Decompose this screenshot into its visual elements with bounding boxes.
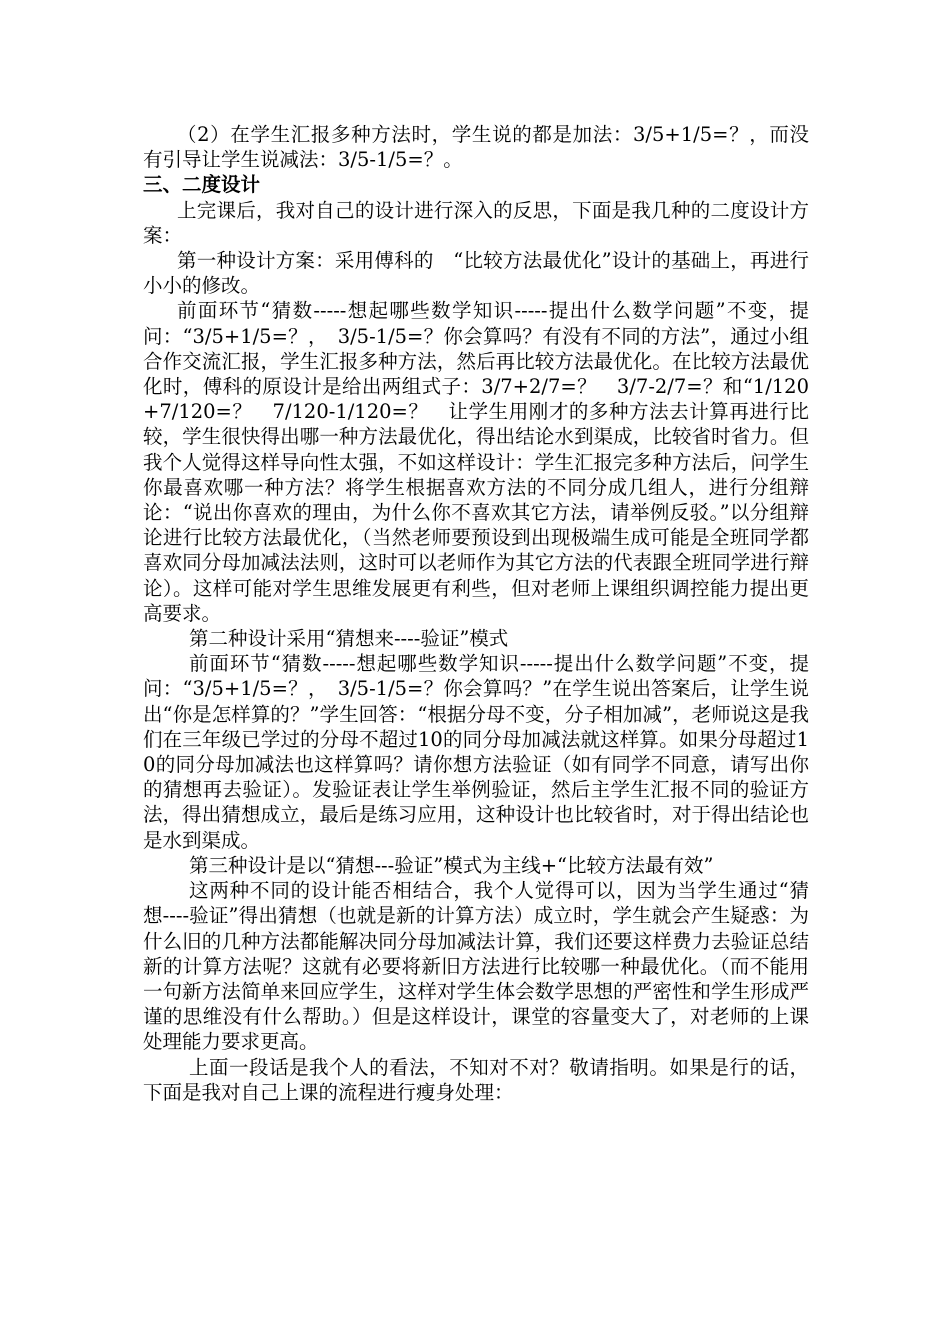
paragraph-closing: 上面一段话是我个人的看法，不知对不对？敬请指明。如果是行的话，下面是我对自己上课的流程进行瘦身处理： [143, 1055, 809, 1104]
paragraph-reflection-2: （2）在学生汇报多种方法时，学生说的都是加法：3/5+1/5=？，而没有引导让学生说减法：3/5-1/5=？。 [143, 123, 809, 172]
section-heading-second-design: 三、二度设计 [143, 173, 261, 197]
paragraph-design-1-body: 前面环节“猜数-----想起哪些数学知识-----提出什么数学问题”不变，提问：“3/5+1/5=？， 3/5-1/5=？你会算吗？有没有不同的方法”，通过小组合作交流汇报，学生汇报多种方法，然后再比较方法最优化。在比较方法最优化时，傅科的原设计是给出两组式子：3/7+2/7=？ 3/7-2/7=？和“1/120+7/120=？ 7/120-1/120=？ 让学生用刚才的多种方法去计算再进行比较，学生很快得出哪一种方法最优化，得出结论水到渠成，比较省时省力。但我个人觉得这样导向性太强，不如这样设计：学生汇报完多种方法后，问学生你最喜欢哪一种方法？将学生根据喜欢方法的不同分成几组人，进行分组辩论：“说出你喜欢的理由，为什么你不喜欢其它方法，请举例反驳。”以分组辩论进行比较方法最优化，（当然老师要预设到出现极端生成可能是全班同学都喜欢同分母加减法法则，这时可以老师作为其它方法的代表跟全班同学进行辩论）。这样可能对学生思维发展更有利些，但对老师上课组织调控能力提出更高要求。 [143, 299, 809, 625]
paragraph-intro: 上完课后，我对自己的设计进行深入的反思，下面是我几种的二度设计方案： [143, 198, 809, 247]
paragraph-design-1-title: 第一种设计方案：采用傅科的 “比较方法最优化”设计的基础上，再进行小小的修改。 [143, 249, 809, 298]
paragraph-design-2-title: 第二种设计采用“猜想来----验证”模式 [189, 627, 509, 651]
document-page [143, 122, 809, 1105]
paragraph-design-3-body: 这两种不同的设计能否相结合，我个人觉得可以，因为当学生通过“猜想----验证”得出猜想（也就是新的计算方法）成立时，学生就会产生疑惑：为什么旧的几种方法都能解决同分母加减法计算，我们还要这样费力去验证总结新的计算方法呢？这就有必要将新旧方法进行比较哪一种最优化。（而不能用一句新方法简单来回应学生，这样对学生体会数学思想的严密性和学生形成严谨的思维没有什么帮助。）但是这样设计，课堂的容量变大了，对老师的上课处理能力要求更高。 [143, 879, 809, 1054]
paragraph-design-2-body: 前面环节“猜数-----想起哪些数学知识-----提出什么数学问题”不变，提问：“3/5+1/5=？， 3/5-1/5=？你会算吗？”在学生说出答案后，让学生说出“你是怎样算的？”学生回答：“根据分母不变，分子相加减”，老师说这是我们在三年级已学过的分母不超过10的同分母加减法就这样算。如果分母超过10的同分母加减法也这样算吗？请你想方法验证（如有同学不同意，请写出你的猜想再去验证）。发验证表让学生举例验证，然后主学生汇报不同的验证方法，得出猜想成立，最后是练习应用，这种设计也比较省时，对于得出结论也是水到渠成。 [143, 652, 809, 852]
paragraph-design-3-title: 第三种设计是以“猜想---验证”模式为主线+“比较方法最有效” [189, 853, 714, 877]
